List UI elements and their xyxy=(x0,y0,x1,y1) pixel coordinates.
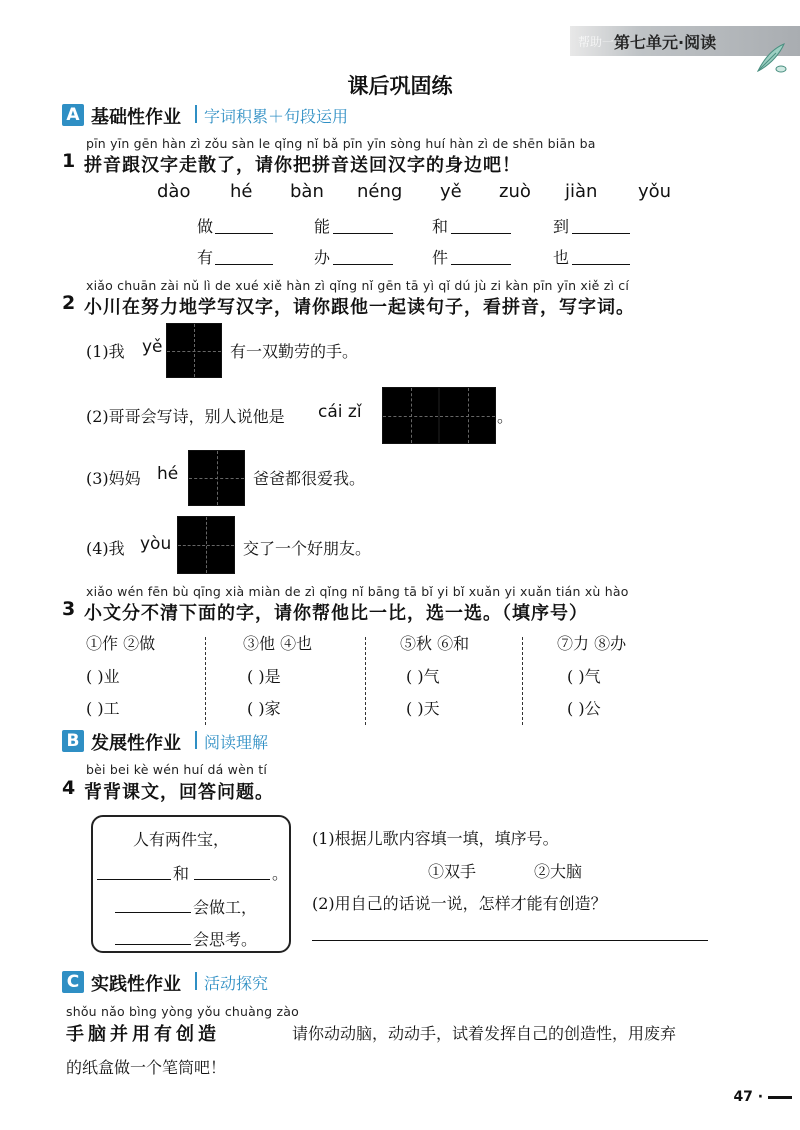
q5-pinyin: shǒu nǎo bìng yòng yǒu chuàng zào xyxy=(66,1004,299,1019)
poem-blank[interactable] xyxy=(115,944,191,945)
writing-grid-box[interactable] xyxy=(382,387,439,444)
page-number-rule xyxy=(768,1096,792,1099)
q1-char: 也 xyxy=(553,248,570,267)
q4-subquestion-2: (2)用自己的话说一说，怎样才能有创造？ xyxy=(312,894,607,913)
section-c-divider xyxy=(195,972,197,990)
q1-syllable: jiàn xyxy=(565,181,598,202)
q1-blank[interactable] xyxy=(451,264,511,265)
q3-answer-row[interactable]: ( )工 xyxy=(86,699,120,718)
writing-grid-box[interactable] xyxy=(177,516,235,574)
q3-text: 小文分不清下面的字，请你帮他比一比，选一选。（填序号） xyxy=(84,603,588,624)
q2-number: 2 xyxy=(62,292,76,314)
q3-pinyin: xiǎo wén fēn bù qīng xià miàn de zì qǐng nǐ bāng tā bǐ yi bǐ xuǎn yi xuǎn tián xù hào xyxy=(86,584,629,599)
section-b-subtitle: 阅读理解 xyxy=(204,733,269,752)
q3-divider xyxy=(365,637,366,725)
poem-line-3: 会做工， xyxy=(193,898,258,917)
q2-item-pinyin: yě xyxy=(142,337,163,357)
section-a-subtitle: 字词积累＋句段运用 xyxy=(204,107,349,126)
q3-options: ⑤秋 ⑥和 xyxy=(400,634,470,653)
page-number xyxy=(733,1089,792,1105)
poem-blank[interactable] xyxy=(97,879,171,880)
unit-label: 第七单元·阅读 xyxy=(614,33,717,52)
q5-instruction-line-2: 的纸盒做一个笔筒吧！ xyxy=(66,1058,227,1077)
q1-blank[interactable] xyxy=(572,233,630,234)
q1-number: 1 xyxy=(62,150,76,172)
q3-number: 3 xyxy=(62,598,76,620)
q2-item-prefix: (3)妈妈 xyxy=(86,469,141,488)
section-a-title: 基础性作业 xyxy=(91,107,181,128)
section-b-title: 发展性作业 xyxy=(91,733,181,754)
q2-pinyin: xiǎo chuān zài nǔ lì de xué xiě hàn zì qǐng nǐ gēn tā yì qǐ dú jù zi kàn pīn yīn xiě zì cí xyxy=(86,278,630,293)
q1-char: 能 xyxy=(314,217,331,236)
q1-syllable: yě xyxy=(440,181,462,202)
q2-item-suffix: 交了一个好朋友。 xyxy=(243,539,372,558)
poem-line-1: 人有两件宝， xyxy=(133,830,230,849)
q4-pinyin: bèi bei kè wén huí dá wèn tí xyxy=(86,762,268,777)
q3-answer-row[interactable]: ( )是 xyxy=(247,667,281,686)
q4-number: 4 xyxy=(62,777,76,799)
q1-blank[interactable] xyxy=(215,233,273,234)
q1-blank[interactable] xyxy=(572,264,630,265)
poem-box xyxy=(91,815,291,953)
q3-answer-row[interactable]: ( )气 xyxy=(567,667,601,686)
unit-header xyxy=(570,26,800,56)
q4-option-hands: ①双手 xyxy=(428,862,477,881)
q1-syllable: yǒu xyxy=(638,181,672,202)
poem-line-4: 会思考。 xyxy=(193,930,258,949)
q3-answer-row[interactable]: ( )业 xyxy=(86,667,120,686)
section-a-divider xyxy=(195,105,197,123)
section-c-subtitle: 活动探究 xyxy=(204,974,269,993)
q2-item-prefix: (1)我 xyxy=(86,342,125,361)
writing-grid-box[interactable] xyxy=(439,387,496,444)
q3-options: ⑦力 ⑧办 xyxy=(557,634,627,653)
poem-blank[interactable] xyxy=(115,912,191,913)
q5-heading: 手脑并用有创造 xyxy=(66,1024,220,1045)
header-hint: 帮助一 xyxy=(578,35,615,49)
q4-text: 背背课文，回答问题。 xyxy=(84,782,274,803)
q1-syllable: bàn xyxy=(290,181,324,202)
q1-char: 办 xyxy=(314,248,331,267)
q1-char: 有 xyxy=(197,248,214,267)
q2-item-prefix: (2)哥哥会写诗，别人说他是 xyxy=(86,407,285,426)
q1-char: 到 xyxy=(553,217,570,236)
q3-options: ③他 ④也 xyxy=(243,634,313,653)
q2-item-pinyin: yòu xyxy=(140,534,172,554)
q3-answer-row[interactable]: ( )天 xyxy=(406,699,440,718)
writing-grid-box[interactable] xyxy=(166,323,222,378)
q2-item-prefix: (4)我 xyxy=(86,539,125,558)
q2-item-pinyin: cái zǐ xyxy=(318,402,362,422)
q1-char: 和 xyxy=(432,217,449,236)
q3-divider xyxy=(205,637,206,725)
q1-text: 拼音跟汉字走散了，请你把拼音送回汉字的身边吧！ xyxy=(84,155,521,176)
q1-syllable: hé xyxy=(230,181,253,202)
q3-answer-row[interactable]: ( )气 xyxy=(406,667,440,686)
q1-blank[interactable] xyxy=(215,264,273,265)
poem-blank[interactable] xyxy=(194,879,270,880)
poem-line-2-end: 。 xyxy=(272,864,289,883)
q1-char: 做 xyxy=(197,217,214,236)
q2-item-pinyin: hé xyxy=(157,464,179,484)
writing-grid-box[interactable] xyxy=(188,450,245,506)
section-c-title: 实践性作业 xyxy=(91,974,181,995)
q3-options: ①作 ②做 xyxy=(86,634,156,653)
page-number-text: 47 · xyxy=(733,1089,764,1105)
q2-text: 小川在努力地学写汉字，请你跟他一起读句子，看拼音，写字词。 xyxy=(84,297,635,318)
q1-pinyin: pīn yīn gēn hàn zì zǒu sàn le qǐng nǐ bǎ pīn yīn sòng huí hàn zì de shēn biān ba xyxy=(86,136,596,151)
q2-item-suffix: 有一双勤劳的手。 xyxy=(230,342,359,361)
section-a-badge: A xyxy=(62,104,84,126)
q2-item-suffix: 。 xyxy=(497,407,514,426)
q1-syllable: zuò xyxy=(499,181,531,202)
q1-syllable: dào xyxy=(157,181,191,202)
q1-syllable: néng xyxy=(357,181,403,202)
q5-instruction-line-1: 请你动动脑，动动手，试着发挥自己的创造性，用废弃 xyxy=(292,1024,677,1043)
section-b-divider xyxy=(195,731,197,749)
q4-subquestion-1: (1)根据儿歌内容填一填，填序号。 xyxy=(312,829,559,848)
section-c-badge: C xyxy=(62,971,84,993)
q4-answer-line[interactable] xyxy=(312,940,708,941)
q2-item-suffix: 爸爸都很爱我。 xyxy=(253,469,366,488)
page-title: 课后巩固练 xyxy=(347,74,453,98)
q3-answer-row[interactable]: ( )家 xyxy=(247,699,281,718)
q3-answer-row[interactable]: ( )公 xyxy=(567,699,601,718)
q1-blank[interactable] xyxy=(333,264,393,265)
poem-line-2-and: 和 xyxy=(173,864,190,883)
q3-divider xyxy=(522,637,523,725)
section-b-badge: B xyxy=(62,730,84,752)
q1-blank[interactable] xyxy=(451,233,511,234)
q4-option-brain: ②大脑 xyxy=(534,862,583,881)
q1-blank[interactable] xyxy=(333,233,393,234)
q1-char: 件 xyxy=(432,248,449,267)
